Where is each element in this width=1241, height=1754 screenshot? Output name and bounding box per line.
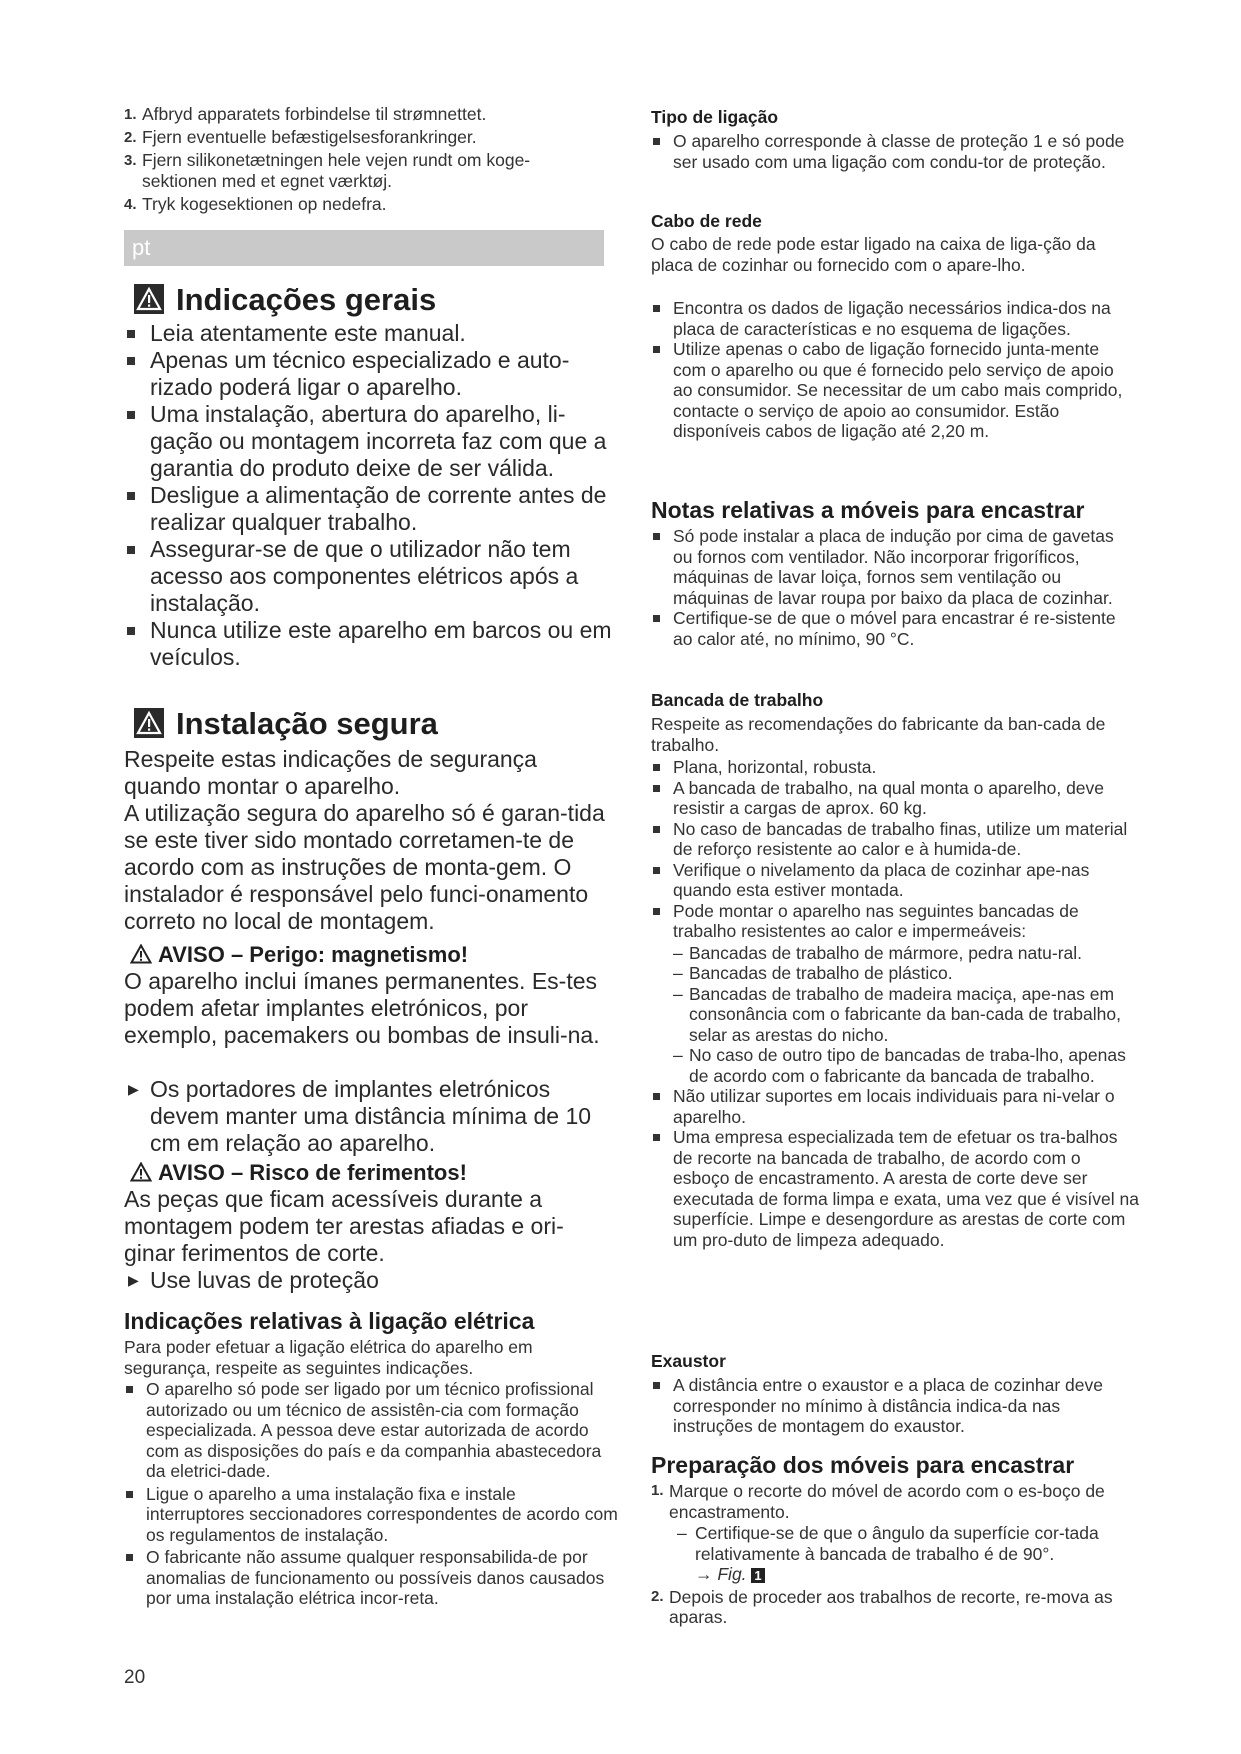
section-title-hood: Exaustor — [651, 1351, 726, 1371]
list-item: Certifique-se de que o móvel para encastrar é re-sistente ao calor até, no mínimo, 90 °C. — [651, 608, 1135, 649]
list-item: Utilize apenas o cabo de ligação fornecido junta-mente com o aparelho ou que é fornecido pelo serviço de apoio ao consumidor. Se necessitar de um cabo mais comprido, contacte o serviço de apoio ao consumidor. Estão disponíveis cabos de ligação até 2,20 m. — [651, 339, 1135, 442]
warning-injury-text: As peças que ficam acessíveis durante a montagem podem ter arestas afiadas e ori-ginar ferimentos de corte. — [124, 1186, 564, 1266]
general-list — [124, 320, 620, 671]
list-item: Uma instalação, abertura do aparelho, li-gação ou montagem incorreta faz com que a garantia do produto deixe de ser válida. — [124, 401, 620, 482]
list-item: Verifique o nivelamento da placa de cozinhar ape-nas quando esta estiver montada. — [651, 860, 1139, 901]
list-item: Uma empresa especializada tem de efetuar os tra-balhos de recorte na bancada de trabalho, de acordo com o esboço de encastramento. A aresta de corte deve ser executada de forma limpa e exata, uma vez que é visível na superfície. Limpe e desengordure as arestas de corte com um pro-duto de limpeza adequado. — [651, 1127, 1139, 1250]
prep-substep: – Certifique-se de que o ângulo da superfície cor-tada relativamente à bancada de trabalho é de 90°. — [677, 1523, 1099, 1564]
warning-magnetism-title: AVISO – Perigo: magnetismo! — [130, 942, 468, 968]
electrical-list — [124, 1379, 618, 1609]
danish-steps — [124, 104, 604, 217]
list-item: 3. Fjern silikonetætningen hele vejen rundt om koge-sektionen med et egnet værktøj. — [124, 150, 531, 191]
section-title-furniture: Notas relativas a móveis para encastrar — [651, 497, 1085, 523]
section-title-electrical: Indicações relativas à ligação elétrica — [124, 1308, 535, 1334]
section-title-general: Indicações gerais — [134, 282, 436, 318]
section-title-cable: Cabo de rede — [651, 211, 762, 231]
page-number: 20 — [124, 1667, 146, 1688]
section-title-connection: Tipo de ligação — [651, 107, 779, 127]
list-item: 2. Fjern eventuelle befæstigelsesforankringer. — [124, 127, 477, 147]
section-title-prep: Preparação dos móveis para encastrar — [651, 1452, 1075, 1478]
warning-icon — [134, 284, 164, 314]
list-item: Encontra os dados de ligação necessários indica-dos na placa de características e no esquema de ligações. — [651, 298, 1135, 339]
list-item: Plana, horizontal, robusta. — [651, 757, 1139, 778]
furniture-list — [651, 526, 1135, 649]
safe-paragraph: A utilização segura do aparelho só é garan-tida se este tiver sido montado corretamen-te de acordo com as instruções de monta-gem. O instalador é responsável pelo funci-onamento correto no local de montagem. — [124, 800, 605, 934]
arrow-icon: ▶ — [128, 1081, 139, 1097]
list-item: Apenas um técnico especializado e auto-rizado poderá ligar o aparelho. — [124, 347, 620, 401]
warning-triangle-icon — [130, 1162, 152, 1182]
list-item: O aparelho corresponde à classe de proteção 1 e só pode ser usado com uma ligação com condu-tor de proteção. — [651, 131, 1135, 172]
list-item: Desligue a alimentação de corrente antes de realizar qualquer trabalho. — [124, 482, 620, 536]
list-item: Assegurar-se de que o utilizador não tem acesso aos componentes elétricos após a instalação. — [124, 536, 620, 617]
list-item: – Bancadas de trabalho de plástico. — [673, 963, 953, 983]
worktop-sublist — [673, 943, 1139, 1087]
warning-injury-step: ▶ Use luvas de proteção — [128, 1267, 379, 1293]
warning-icon — [134, 708, 164, 738]
figure-reference: → Fig. 1 — [669, 1564, 1135, 1585]
list-item: – No caso de outro tipo de bancadas de traba-lho, apenas de acordo com o fabricante da bancada de trabalho. — [673, 1045, 1126, 1086]
list-item: Leia atentamente este manual. — [124, 320, 620, 347]
list-item: – Bancadas de trabalho de mármore, pedra natu-ral. — [673, 942, 1083, 963]
cable-list — [651, 298, 1135, 442]
prep-steps — [651, 1481, 1135, 1628]
list-item: O fabricante não assume qualquer responsabilida-de por anomalias de funcionamento ou possíveis danos causados por uma instalação elétrica incor-reta. — [124, 1547, 618, 1609]
hood-list — [651, 1375, 1139, 1437]
electrical-intro: Para poder efetuar a ligação elétrica do aparelho em segurança, respeite as seguintes indicações. — [124, 1337, 533, 1378]
list-item: Nunca utilize este aparelho em barcos ou em veículos. — [124, 617, 620, 671]
list-item: 1. Afbryd apparatets forbindelse til strømnettet. — [124, 104, 487, 124]
connection-list — [651, 131, 1135, 172]
cable-intro: O cabo de rede pode estar ligado na caixa de liga-ção da placa de cozinhar ou fornecido com o apare-lho. — [651, 234, 1096, 275]
warning-magnetism-text: O aparelho inclui ímanes permanentes. Es-tes podem afetar implantes eletrónicos, por exemplo, pacemakers ou bombas de insuli-na. — [124, 968, 600, 1048]
list-item: Só pode instalar a placa de indução por cima de gavetas ou fornos com ventilador. Não incorporar frigoríficos, máquinas de lavar loiça, fornos sem ventilação ou máquinas de lavar roupa por baixo da placa de cozinhar. — [651, 526, 1135, 608]
list-item: Não utilizar suportes em locais individuais para ni-velar o aparelho. — [651, 1086, 1139, 1127]
list-item: No caso de bancadas de trabalho finas, utilize um material de reforço resistente ao calor e à humida-de. — [651, 819, 1139, 860]
language-tag-bar: pt — [124, 230, 604, 266]
section-title-worktop: Bancada de trabalho — [651, 690, 824, 710]
section-title-safe: Instalação segura — [134, 706, 438, 742]
list-item: Ligue o aparelho a uma instalação fixa e instale interruptores seccionadores correspondentes de acordo com os regulamentos de instalação. — [124, 1484, 618, 1546]
worktop-intro: Respeite as recomendações do fabricante da ban-cada de trabalho. — [651, 714, 1106, 755]
list-item: A bancada de trabalho, na qual monta o aparelho, deve resistir a cargas de aprox. 60 kg. — [651, 778, 1139, 819]
list-item: 1. Marque o recorte do móvel de acordo com o es-boço de encastramento. – Certifique-se de que o ângulo da superfície cor-tada relativamente à bancada de trabalho é de 90°. → Fig. 1 — [651, 1481, 1135, 1585]
warning-magnetism-step: ▶ Os portadores de implantes eletrónicos devem manter uma distância mínima de 10 cm em relação ao aparelho. — [128, 1076, 592, 1156]
list-item: 4. Tryk kogesektionen op nedefra. — [124, 194, 387, 214]
worktop-list — [651, 757, 1139, 1250]
list-item: Pode montar o aparelho nas seguintes bancadas de trabalho resistentes ao calor e impermeáveis: – Bancadas de trabalho de mármore, pedra natu-ral. – Bancadas de trabalho de plástico. – Bancadas de trabalho de madeira maciça, ape-nas em consonância com o fabricante da ban-cada de trabalho, selar as arestas do nicho. – No caso de outro tipo de bancadas de traba-lho, apenas de acordo com o fabricante da bancada de trabalho. — [651, 901, 1139, 1087]
safe-intro: Respeite estas indicações de segurança quando montar o aparelho. — [124, 746, 537, 799]
list-item: O aparelho só pode ser ligado por um técnico profissional autorizado ou um técnico de assistên-cia com formação especializada. A pessoa deve estar autorizada de acordo com as disposições do país e da companhia abastecedora da eletrici-dade. — [124, 1379, 618, 1482]
warning-injury-title: AVISO – Risco de ferimentos! — [130, 1160, 467, 1186]
list-item: – Bancadas de trabalho de madeira maciça, ape-nas em consonância com o fabricante da ban-cada de trabalho, selar as arestas do nicho. — [673, 983, 1121, 1045]
list-item: A distância entre o exaustor e a placa de cozinhar deve corresponder no mínimo à distância indica-da nas instruções de montagem do exaustor. — [651, 1375, 1139, 1437]
figure-number-badge: 1 — [751, 1568, 764, 1583]
arrow-icon: ▶ — [128, 1272, 139, 1288]
warning-triangle-icon — [130, 944, 152, 964]
list-item: 2. Depois de proceder aos trabalhos de recorte, re-mova as aparas. — [651, 1586, 1113, 1627]
